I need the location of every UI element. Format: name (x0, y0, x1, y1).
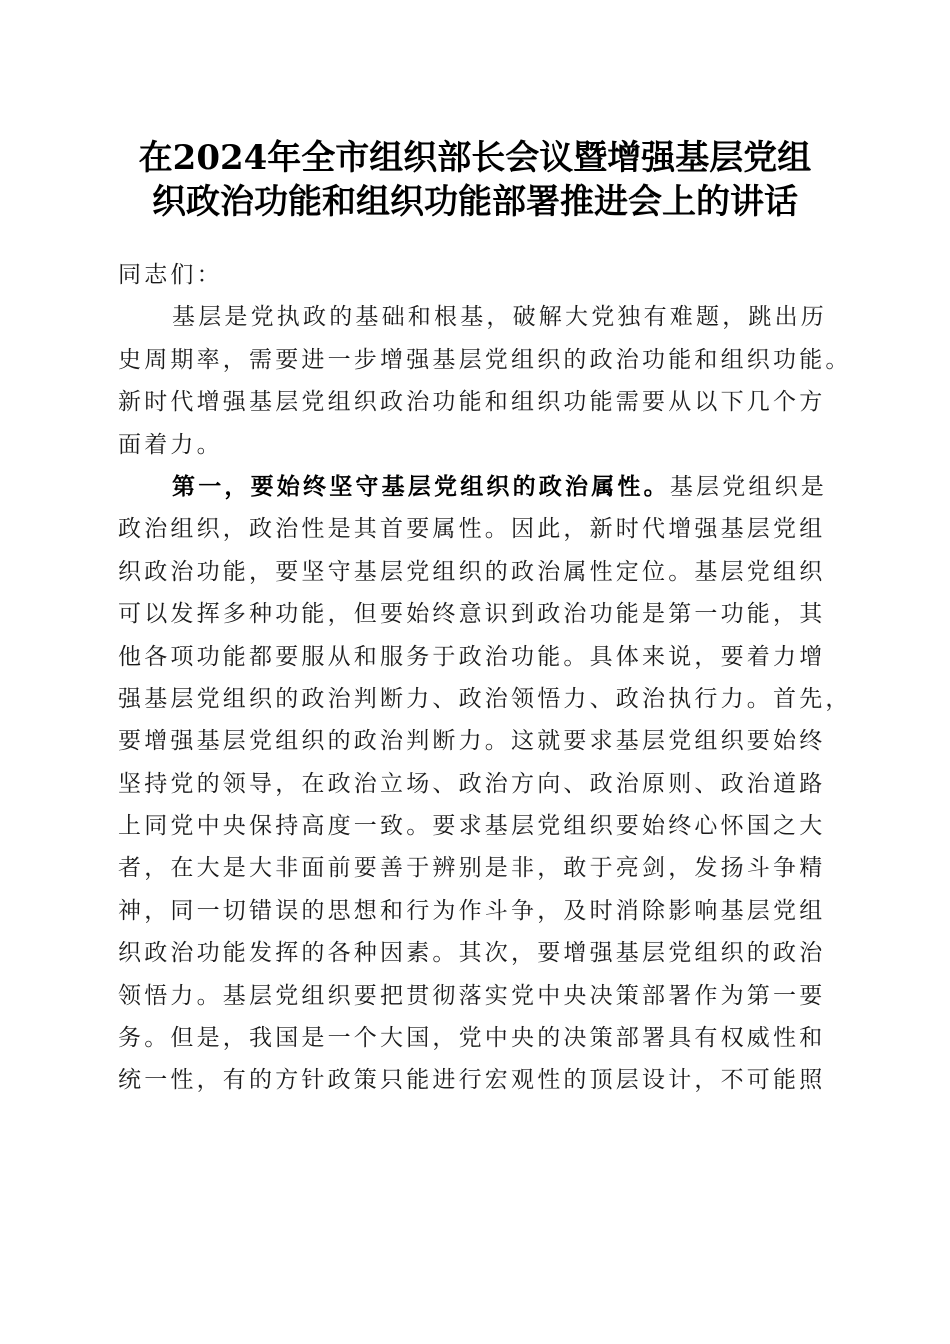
paragraph-2-line: 可以发挥多种功能，但要始终意识到政治功能是第一功能，其 (118, 601, 826, 628)
paragraph-2-line: 务。但是，我国是一个大国，党中央的决策部署具有权威性和 (118, 1025, 826, 1052)
salutation: 同志们： (118, 262, 223, 288)
paragraph-2-line: 织政治功能发挥的各种因素。其次，要增强基层党组织的政治 (118, 940, 826, 967)
paragraph-2-line: 领悟力。基层党组织要把贯彻落实党中央决策部署作为第一要 (118, 982, 826, 1009)
paragraph-2-line: 政治组织，政治性是其首要属性。因此，新时代增强基层党组 (118, 516, 826, 543)
document-body (118, 254, 852, 1102)
paragraph-2-line: 织政治功能，要坚守基层党组织的政治属性定位。基层党组织 (118, 558, 826, 585)
paragraph-2-first-line (118, 466, 838, 508)
paragraph-2-line: 坚持党的领导，在政治立场、政治方向、政治原则、政治道路 (118, 770, 826, 797)
paragraph-2-first-line-rest: 基层党组织是 (669, 473, 828, 500)
paragraph-1-line: 面着力。 (118, 431, 223, 458)
paragraph-2-line: 上同党中央保持高度一致。要求基层党组织要始终心怀国之大 (118, 813, 826, 840)
paragraph-2-line: 他各项功能都要服从和服务于政治功能。具体来说，要着力增 (118, 643, 826, 670)
paragraph-1-line: 基层是党执政的基础和根基，破解大党独有难题，跳出历 (172, 304, 827, 331)
paragraph-2-line: 强基层党组织的政治判断力、政治领悟力、政治执行力。首先， (118, 685, 852, 712)
paragraph-2-line: 者，在大是大非面前要善于辨别是非，敢于亮剑，发扬斗争精 (118, 855, 826, 882)
section-heading-first: 第一，要始终坚守基层党组织的政治属性。 (172, 473, 670, 500)
paragraph-2-line: 神，同一切错误的思想和行为作斗争，及时消除影响基层党组 (118, 897, 826, 924)
paragraph-1-line: 史周期率，需要进一步增强基层党组织的政治功能和组织功能。 (118, 346, 852, 373)
paragraph-1-line: 新时代增强基层党组织政治功能和组织功能需要从以下几个方 (118, 389, 826, 416)
paragraph-2-line: 要增强基层党组织的政治判断力。这就要求基层党组织要始终 (118, 728, 826, 755)
paragraph-2-line: 统一性，有的方针政策只能进行宏观性的顶层设计，不可能照 (118, 1067, 826, 1094)
title-line-1: 在2024年全市组织部长会议暨增强基层党组 (138, 138, 812, 178)
document-title (100, 136, 850, 224)
title-line-2: 织政治功能和组织功能部署推进会上的讲话 (152, 182, 798, 222)
